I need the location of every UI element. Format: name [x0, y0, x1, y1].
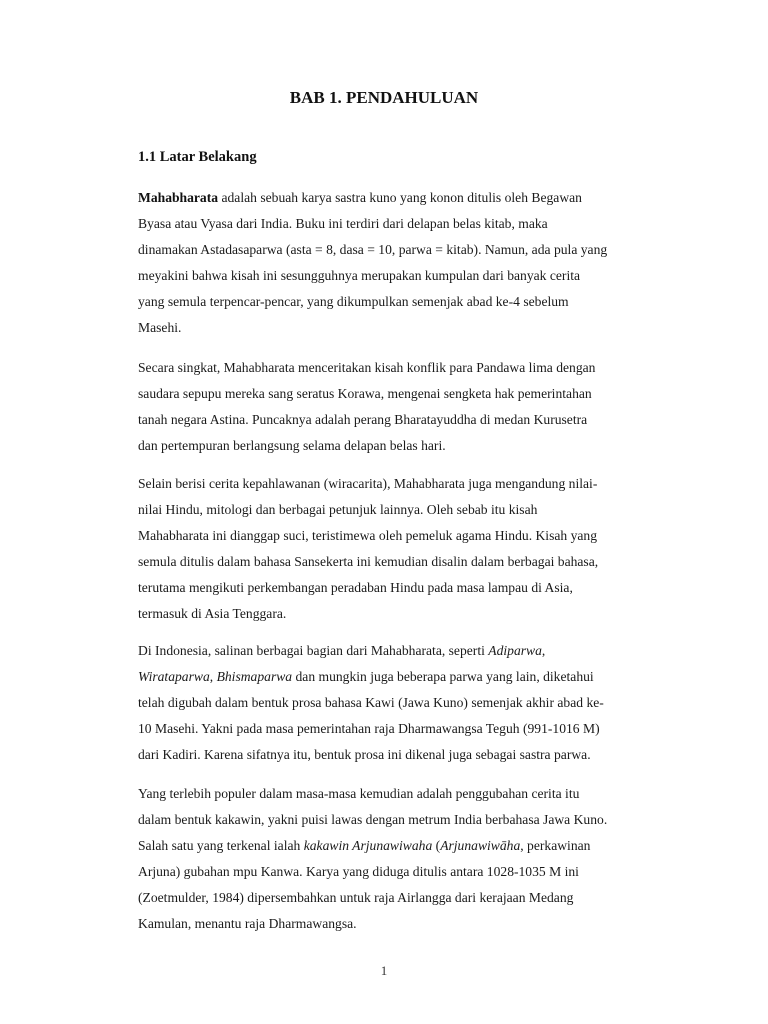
text-run: Byasa atau Vyasa dari India. Buku ini terdiri dari delapan belas kitab, maka: [138, 216, 548, 231]
page-number: 1: [380, 963, 388, 978]
paragraph-4: [138, 638, 638, 768]
text-run: (Zoetmulder, 1984) dipersembahkan untuk raja Airlangga dari kerajaan Medang: [138, 890, 574, 905]
text-run: Masehi.: [138, 320, 182, 335]
text-run: Arjuna) gubahan mpu Kanwa. Karya yang diduga ditulis antara 1028-1035 M ini: [138, 864, 579, 879]
text-run: dalam bentuk kakawin, yakni puisi lawas dengan metrum India berbahasa Jawa Kuno.: [138, 812, 608, 827]
italic-term: Adiparwa: [488, 643, 542, 658]
text-run: Secara singkat, Mahabharata menceritakan kisah konflik para Pandawa lima dengan: [138, 360, 596, 375]
text-line: [138, 433, 638, 459]
italic-term: kakawin Arjunawiwaha: [303, 838, 433, 853]
text-run: Salah satu yang terkenal ialah: [138, 838, 304, 853]
text-run: dinamakan Astadasaparwa (asta = 8, dasa = 10, parwa = kitab). Namun, ada pula yang: [138, 242, 608, 257]
text-run: ,: [541, 643, 546, 658]
text-line: [138, 885, 638, 911]
section-heading: 1.1 Latar Belakang: [138, 149, 257, 165]
text-line: [138, 575, 638, 601]
text-line: [138, 523, 638, 549]
text-run: nilai Hindu, mitologi dan berbagai petunjuk lainnya. Oleh sebab itu kisah: [138, 502, 538, 517]
text-line: [138, 185, 638, 211]
text-run: adalah sebuah karya sastra kuno yang konon ditulis oleh Begawan: [218, 190, 582, 205]
text-run: (: [432, 838, 441, 853]
text-run: terutama mengikuti perkembangan peradaban Hindu pada masa lampau di Asia,: [138, 580, 573, 595]
text-line: [138, 381, 638, 407]
italic-term: Wirataparwa: [138, 669, 210, 684]
text-line: [138, 355, 638, 381]
text-run: yang semula terpencar-pencar, yang dikumpulkan semenjak abad ke-4 sebelum: [138, 294, 569, 309]
text-run: Selain berisi cerita kepahlawanan (wiracarita), Mahabharata juga mengandung nilai-: [138, 476, 598, 491]
text-line: [138, 859, 638, 885]
text-line: [138, 315, 638, 341]
text-run: saudara sepupu mereka sang seratus Korawa, mengenai sengketa hak pemerintahan: [138, 386, 592, 401]
paragraph-5: [138, 781, 638, 937]
paragraph-3: [138, 471, 638, 627]
paragraph-1: [138, 185, 638, 341]
text-run: dan mungkin juga beberapa parwa yang lain, diketahui: [292, 669, 594, 684]
text-line: [138, 289, 638, 315]
text-run: 10 Masehi. Yakni pada masa pemerintahan raja Dharmawangsa Teguh (991-1016 M): [138, 721, 600, 736]
text-line: [138, 781, 638, 807]
text-line: [138, 807, 638, 833]
text-run: Mahabharata ini dianggap suci, teristimewa oleh pemeluk agama Hindu. Kisah yang: [138, 528, 598, 543]
text-line: [138, 407, 638, 433]
text-line: [138, 690, 638, 716]
text-line: [138, 471, 638, 497]
chapter-title: BAB 1. PENDAHULUAN: [289, 88, 479, 107]
text-line: [138, 601, 638, 627]
text-line: [138, 263, 638, 289]
italic-term: Arjunawiwāha: [440, 838, 521, 853]
text-line: [138, 664, 638, 690]
text-run: tanah negara Astina. Puncaknya adalah perang Bharatayuddha di medan Kurusetra: [138, 412, 588, 427]
text-line: [138, 911, 638, 937]
text-run: termasuk di Asia Tenggara.: [138, 606, 287, 621]
text-line: [138, 549, 638, 575]
text-line: [138, 638, 638, 664]
text-line: [138, 833, 638, 859]
text-run: , perkawinan: [520, 838, 591, 853]
text-line: [138, 497, 638, 523]
text-run: semula ditulis dalam bahasa Sansekerta ini kemudian disalin dalam berbagai bahasa,: [138, 554, 599, 569]
bold-term: Mahabharata: [138, 190, 219, 205]
text-run: Di Indonesia, salinan berbagai bagian dari Mahabharata, seperti: [138, 643, 489, 658]
text-run: dan pertempuran berlangsung selama delapan belas hari.: [138, 438, 446, 453]
paragraph-2: [138, 355, 638, 459]
text-run: dari Kadiri. Karena sifatnya itu, bentuk prosa ini dikenal juga sebagai sastra parwa.: [138, 747, 591, 762]
text-run: meyakini bahwa kisah ini sesungguhnya merupakan kumpulan dari banyak cerita: [138, 268, 581, 283]
text-run: telah digubah dalam bentuk prosa bahasa Kawi (Jawa Kuno) semenjak akhir abad ke-: [138, 695, 604, 710]
text-line: [138, 237, 638, 263]
text-line: [138, 716, 638, 742]
text-run: ,: [209, 669, 217, 684]
text-line: [138, 742, 638, 768]
text-run: Yang terlebih populer dalam masa-masa kemudian adalah penggubahan cerita itu: [138, 786, 580, 801]
text-line: [138, 211, 638, 237]
text-run: Kamulan, menantu raja Dharmawangsa.: [138, 916, 357, 931]
italic-term: Bhismaparwa: [216, 669, 293, 684]
